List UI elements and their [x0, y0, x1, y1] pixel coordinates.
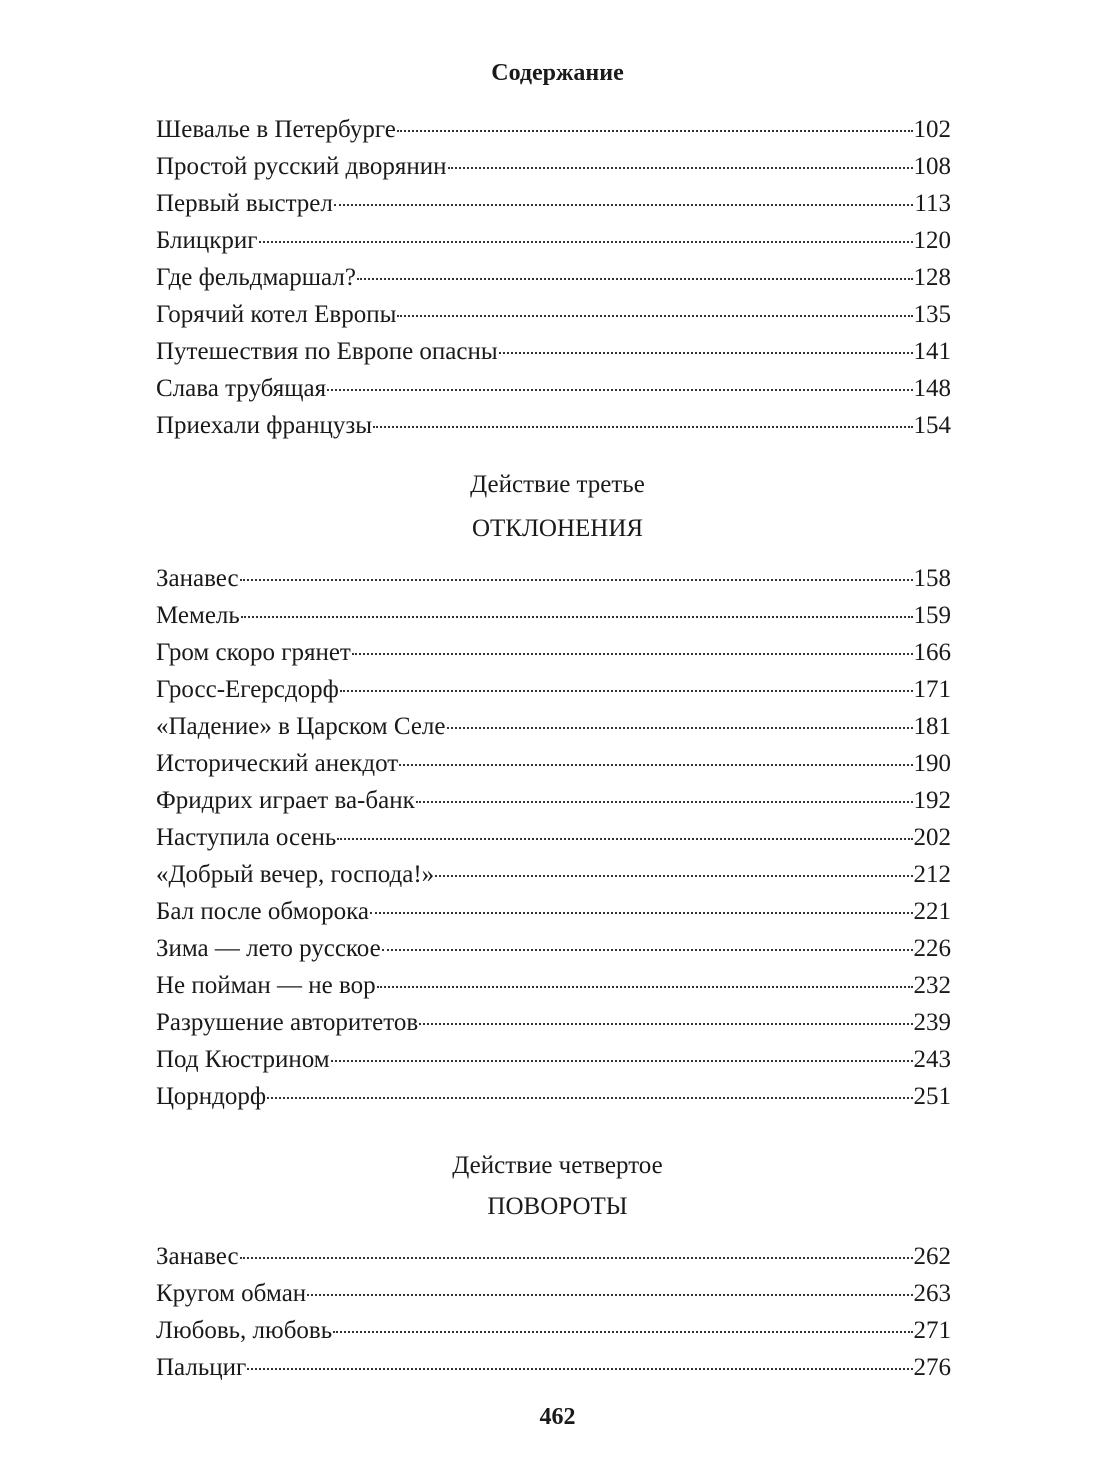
- toc-entry: [156, 1078, 951, 1115]
- toc-entry: [156, 856, 951, 893]
- toc-entry-title: Блицкриг: [156, 227, 258, 254]
- toc-entry: [156, 370, 951, 407]
- toc-entry-title: «Добрый вечер, господа!»: [156, 861, 435, 888]
- toc-entry: [156, 259, 951, 296]
- toc-dot-leader: [247, 1368, 912, 1370]
- toc-entry: [156, 296, 951, 333]
- toc-entry-page: 113: [914, 190, 951, 217]
- toc-entry-title: Слава трубящая: [156, 375, 327, 402]
- toc-entry-title: Первый выстрел: [156, 190, 333, 217]
- toc-entry-title: Не пойман — не вор: [156, 972, 376, 999]
- page-header: Содержание: [491, 60, 624, 86]
- toc-dot-leader: [240, 1257, 913, 1259]
- toc-entry-title: Любовь, любовь: [156, 1317, 333, 1344]
- toc-entry-title: Горячий котел Европы: [156, 301, 397, 328]
- toc-entry: [156, 967, 951, 1004]
- toc-entry: [156, 111, 951, 148]
- toc-entry-page: 154: [913, 412, 951, 439]
- toc-entry-title: Бал после обморока: [156, 898, 369, 925]
- toc-dot-leader: [352, 653, 913, 655]
- toc-entry: [156, 1275, 951, 1312]
- toc-entry: [156, 1041, 951, 1078]
- toc-dot-leader: [382, 949, 913, 951]
- toc-entry-page: 108: [913, 153, 951, 180]
- toc-entry-page: 271: [913, 1317, 951, 1344]
- toc-entry-title: Разрушение авторитетов: [156, 1009, 419, 1036]
- toc-entry: [156, 893, 951, 930]
- toc-entry-page: 276: [913, 1354, 951, 1381]
- toc-entry: [156, 1312, 951, 1349]
- toc-entry: [156, 560, 951, 597]
- toc-dot-leader: [499, 352, 913, 354]
- toc-list-part2: [156, 111, 951, 444]
- toc-entry: [156, 1349, 951, 1386]
- toc-dot-leader: [399, 764, 912, 766]
- toc-entry: [156, 1238, 951, 1275]
- toc-dot-leader: [357, 278, 913, 280]
- toc-list-act3: [156, 560, 951, 1115]
- toc-list-act4: [156, 1238, 951, 1386]
- toc-entry-page: 243: [913, 1046, 951, 1073]
- toc-entry-title: Гросс-Егерсдорф: [156, 676, 339, 703]
- toc-entry-title: Приехали французы: [156, 412, 373, 439]
- toc-dot-leader: [333, 1331, 912, 1333]
- act3-label: Действие третье: [470, 471, 645, 498]
- toc-dot-leader: [334, 204, 914, 206]
- toc-entry: [156, 634, 951, 671]
- toc-entry-page: 212: [913, 861, 951, 888]
- toc-entry-title: Наступила осень: [156, 824, 337, 851]
- toc-entry-page: 181: [913, 713, 951, 740]
- toc-entry-page: 166: [913, 639, 951, 666]
- toc-dot-leader: [397, 130, 913, 132]
- page-number: 462: [539, 1404, 576, 1430]
- toc-entry: [156, 671, 951, 708]
- toc-entry-page: 232: [913, 972, 951, 999]
- toc-dot-leader: [416, 801, 913, 803]
- toc-dot-leader: [241, 616, 913, 618]
- toc-dot-leader: [370, 912, 913, 914]
- toc-dot-leader: [435, 875, 912, 877]
- toc-entry-title: Фридрих играет ва-банк: [156, 787, 415, 814]
- toc-dot-leader: [331, 1060, 913, 1062]
- toc-entry-page: 202: [913, 824, 951, 851]
- toc-entry-page: 148: [913, 375, 951, 402]
- act4-label: Действие четвертое: [452, 1152, 663, 1179]
- toc-entry-page: 171: [913, 676, 951, 703]
- toc-dot-leader: [448, 167, 913, 169]
- toc-entry-page: 192: [913, 787, 951, 814]
- toc-dot-leader: [397, 315, 912, 317]
- toc-entry-page: 135: [913, 301, 951, 328]
- toc-entry-page: 141: [913, 338, 951, 365]
- toc-entry: [156, 222, 951, 259]
- toc-entry: [156, 185, 951, 222]
- toc-entry: [156, 930, 951, 967]
- toc-dot-leader: [259, 241, 913, 243]
- toc-entry: [156, 597, 951, 634]
- toc-entry-title: Путешествия по Европе опасны: [156, 338, 498, 365]
- act3-title: ОТКЛОНЕНИЯ: [471, 515, 644, 542]
- toc-dot-leader: [337, 838, 912, 840]
- toc-entry-page: 120: [913, 227, 951, 254]
- toc-entry: [156, 333, 951, 370]
- toc-dot-leader: [327, 389, 912, 391]
- toc-entry-page: 102: [913, 116, 951, 143]
- toc-entry-page: 263: [913, 1280, 951, 1307]
- toc-dot-leader: [340, 690, 913, 692]
- toc-entry-page: 190: [913, 750, 951, 777]
- toc-entry-title: Гром скоро грянет: [156, 639, 351, 666]
- toc-entry: [156, 782, 951, 819]
- toc-dot-leader: [373, 426, 912, 428]
- toc-entry-title: «Падение» в Царском Селе: [156, 713, 446, 740]
- toc-dot-leader: [419, 1023, 912, 1025]
- toc-dot-leader: [307, 1294, 912, 1296]
- toc-entry-page: 159: [913, 602, 951, 629]
- toc-entry-page: 226: [913, 935, 951, 962]
- toc-entry-page: 262: [913, 1243, 951, 1270]
- toc-entry: [156, 745, 951, 782]
- toc-entry: [156, 148, 951, 185]
- toc-entry: [156, 1004, 951, 1041]
- toc-entry-title: Кругом обман: [156, 1280, 307, 1307]
- toc-entry-title: Под Кюстрином: [156, 1046, 330, 1073]
- toc-dot-leader: [267, 1097, 912, 1099]
- toc-dot-leader: [447, 727, 913, 729]
- toc-entry: [156, 407, 951, 444]
- toc-entry: [156, 708, 951, 745]
- toc-entry-title: Простой русский дворянин: [156, 153, 447, 180]
- toc-entry-title: Зима — лето русское: [156, 935, 381, 962]
- toc-entry-title: Пальциг: [156, 1354, 247, 1381]
- toc-dot-leader: [377, 986, 913, 988]
- toc-entry-title: Где фельдмаршал?: [156, 264, 356, 291]
- toc-entry-page: 158: [913, 565, 951, 592]
- toc-entry-title: Мемель: [156, 602, 240, 629]
- toc-entry-title: Шевалье в Петербурге: [156, 116, 396, 143]
- toc-entry-page: 239: [913, 1009, 951, 1036]
- toc-entry-title: Занавес: [156, 1243, 239, 1270]
- toc-entry-page: 221: [913, 898, 951, 925]
- toc-entry-page: 251: [913, 1083, 951, 1110]
- toc-dot-leader: [240, 579, 913, 581]
- toc-entry-title: Исторический анекдот: [156, 750, 399, 777]
- toc-entry-page: 128: [913, 264, 951, 291]
- act4-title: ПОВОРОТЫ: [487, 1193, 628, 1220]
- toc-entry-title: Занавес: [156, 565, 239, 592]
- toc-entry-title: Цорндорф: [156, 1083, 267, 1110]
- toc-entry: [156, 819, 951, 856]
